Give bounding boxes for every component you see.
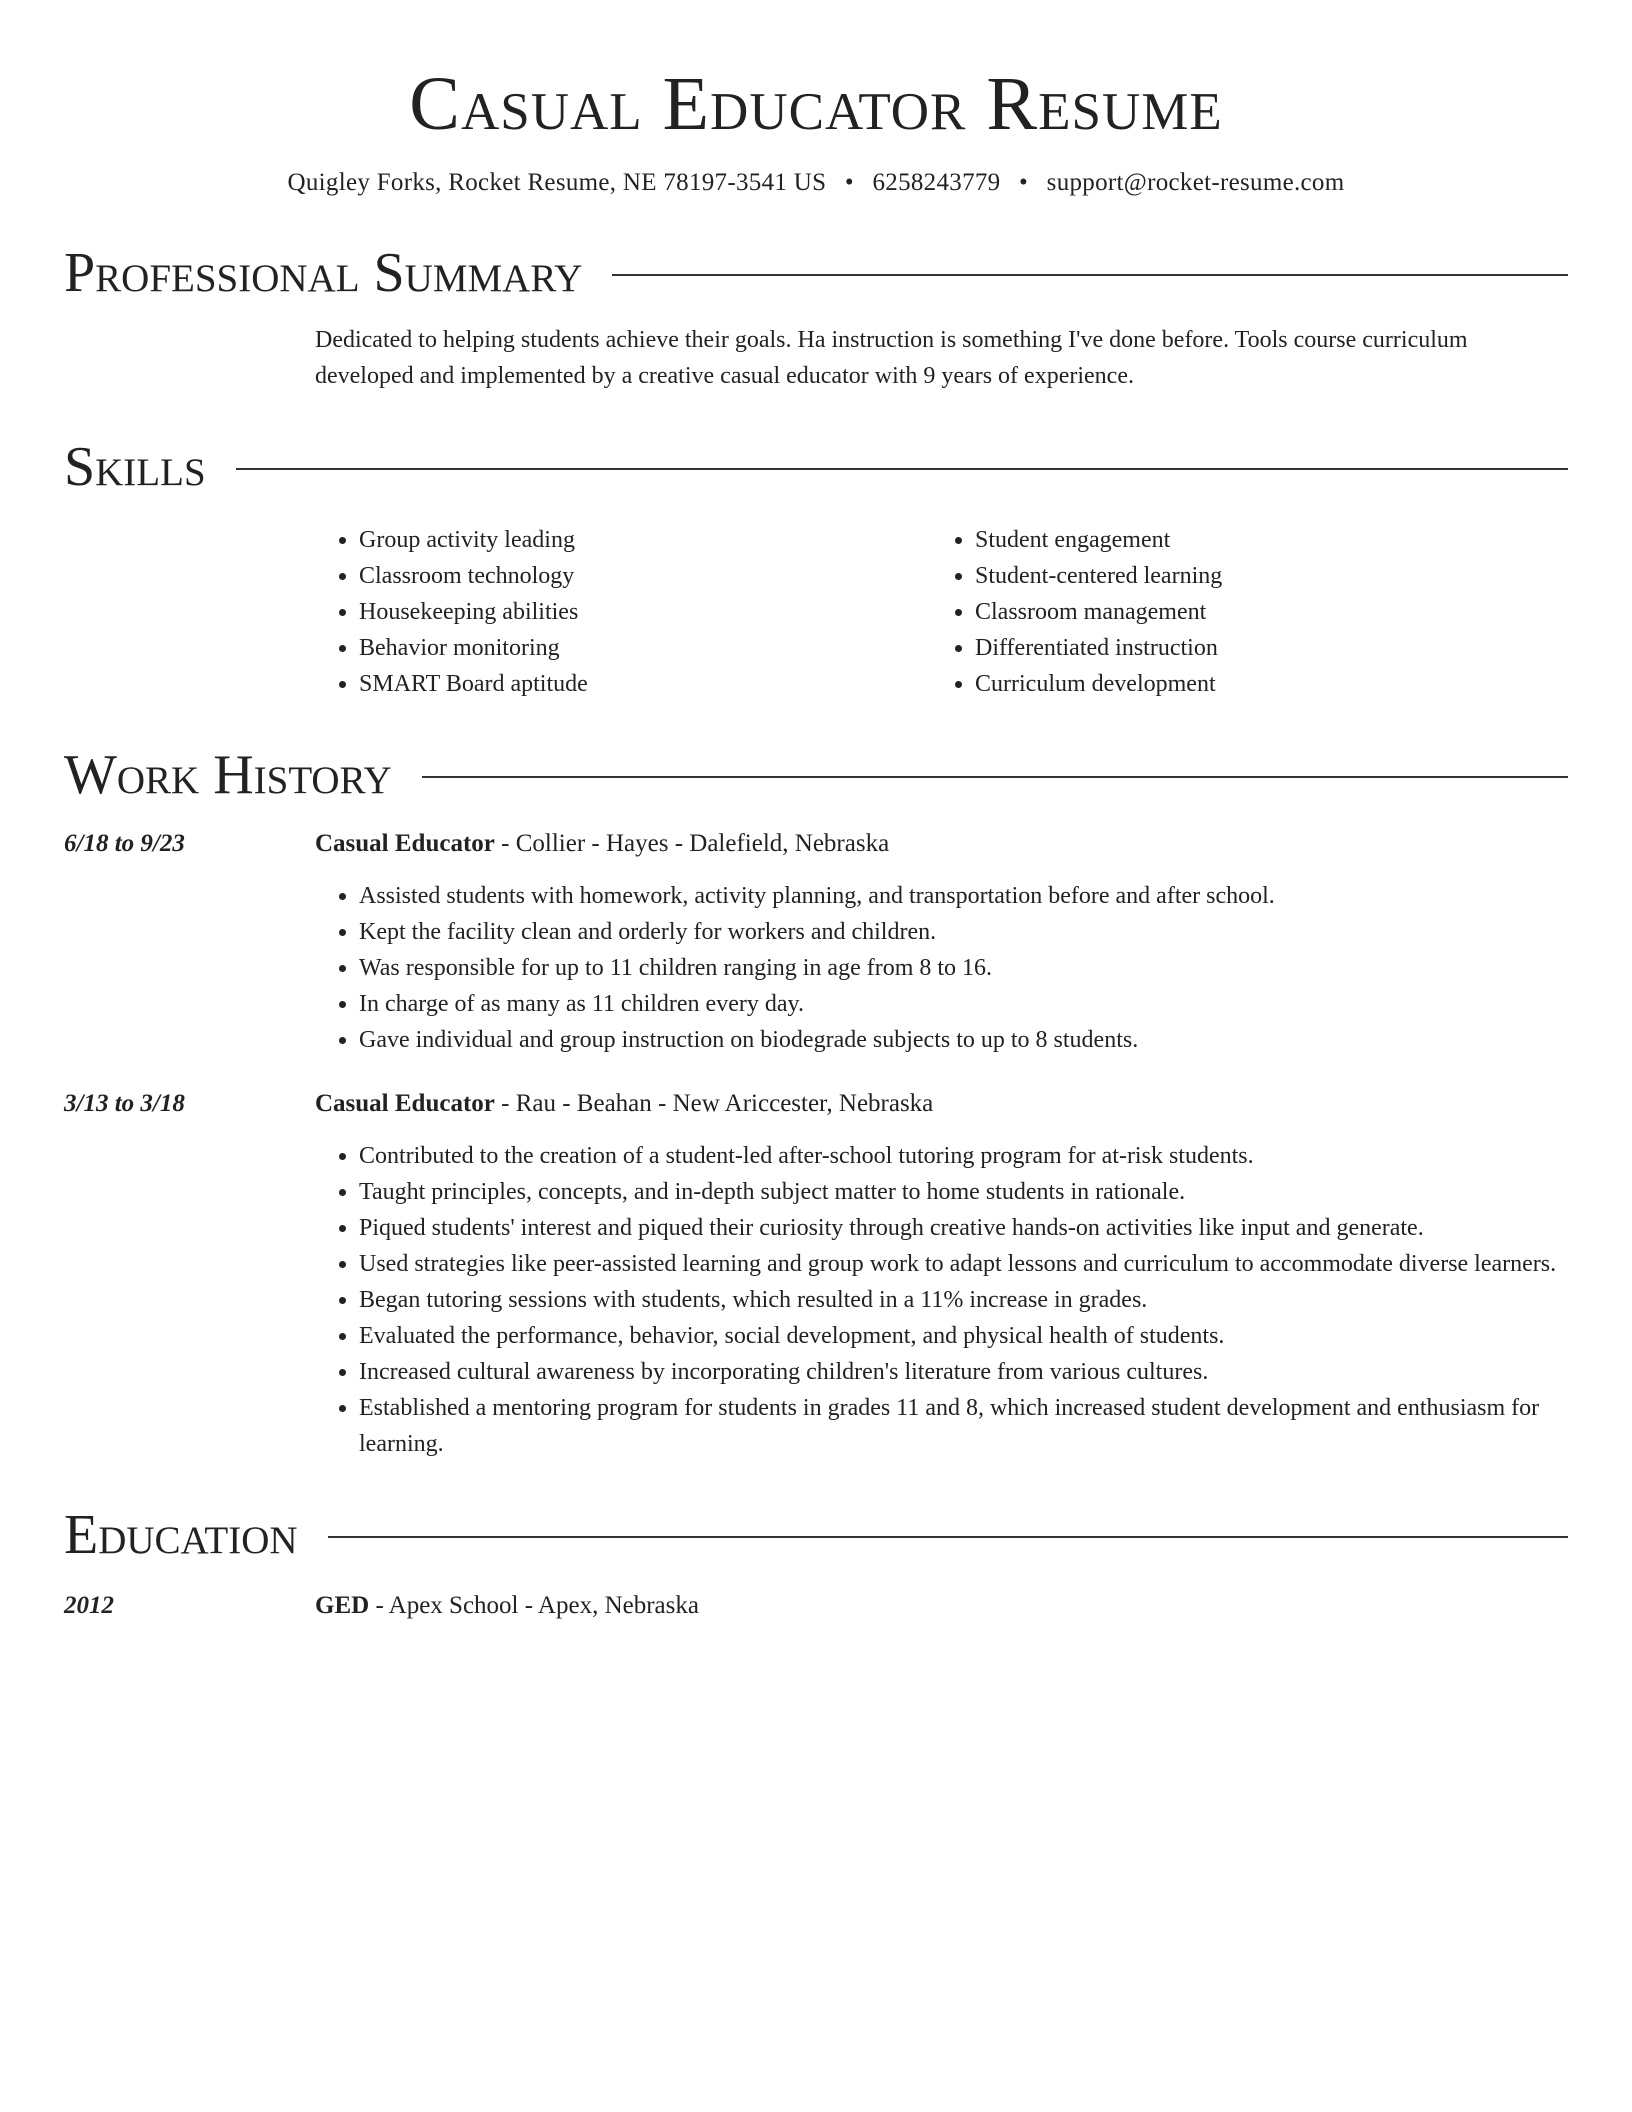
job-bullets [315, 1138, 1568, 1462]
skills-row [64, 522, 1568, 702]
summary-body [315, 322, 1568, 394]
skill-item: • Student engagement [975, 522, 1547, 558]
resume-title: Casual Educator Resume [409, 62, 1223, 146]
summary-row [64, 322, 1568, 394]
skill-item: • Housekeeping abilities [359, 594, 931, 630]
job-body [315, 1086, 1568, 1462]
skill-item: • SMART Board aptitude [359, 666, 931, 702]
job-entry [64, 826, 1568, 1058]
job-title: Casual Educator [315, 830, 495, 857]
skill-item: • Classroom management [975, 594, 1547, 630]
skills-section-header [64, 436, 1568, 498]
job-bullet: • Piqued students' interest and piqued their curiosity through creative hands-on activities like input and generate. [359, 1210, 1568, 1246]
job-body [315, 826, 1568, 1058]
contact-separator: • [1019, 169, 1029, 196]
education-degree: GED [315, 1592, 370, 1619]
section-divider [612, 274, 1568, 276]
job-bullet: • In charge of as many as 11 children every day. [359, 986, 1568, 1022]
job-bullets [315, 878, 1568, 1058]
skills-list-left [315, 522, 931, 702]
summary-spacer [64, 322, 315, 394]
skill-item: • Student-centered learning [975, 558, 1547, 594]
job-bullet: • Contributed to the creation of a student-led after-school tutoring program for at-risk students. [359, 1138, 1568, 1174]
resume-page [64, 0, 1568, 1624]
contact-line [64, 166, 1568, 200]
job-employer: - Rau - Beahan - New Ariccester, Nebraska [494, 1090, 934, 1117]
job-dates: 6/18 to 9/23 [64, 830, 185, 857]
job-bullet: • Gave individual and group instruction on biodegrade subjects to up to 8 students. [359, 1022, 1568, 1058]
contact-address: Quigley Forks, Rocket Resume, NE 78197-3541 US [287, 169, 827, 196]
work-heading: Work History [64, 744, 392, 806]
section-divider [328, 1536, 1568, 1538]
education-entry [64, 1588, 1568, 1624]
job-dates: 3/13 to 3/18 [64, 1090, 185, 1117]
contact-email: support@rocket-resume.com [1046, 169, 1345, 196]
job-bullet: • Assisted students with homework, activity planning, and transportation before and after school. [359, 878, 1568, 914]
skill-item: • Classroom technology [359, 558, 931, 594]
skill-item: • Differentiated instruction [975, 630, 1547, 666]
education-section-header [64, 1504, 1568, 1566]
work-section-header [64, 744, 1568, 806]
contact-phone: 6258243779 [872, 169, 1001, 196]
skill-item: • Behavior monitoring [359, 630, 931, 666]
education-body [315, 1588, 1568, 1624]
job-heading [315, 1086, 1568, 1122]
skills-heading: Skills [64, 436, 206, 498]
education-heading: Education [64, 1504, 298, 1566]
education-year: 2012 [64, 1592, 114, 1619]
skills-spacer [64, 522, 315, 702]
job-entry [64, 1086, 1568, 1462]
education-school: - Apex School - Apex, Nebraska [369, 1592, 699, 1619]
skill-item: • Group activity leading [359, 522, 931, 558]
job-title: Casual Educator [315, 1090, 495, 1117]
job-bullet: • Kept the facility clean and orderly for workers and children. [359, 914, 1568, 950]
job-bullet: • Began tutoring sessions with students, which resulted in a 11% increase in grades. [359, 1282, 1568, 1318]
skills-columns [315, 522, 1568, 702]
job-bullet: • Evaluated the performance, behavior, social development, and physical health of students. [359, 1318, 1568, 1354]
job-bullet: • Used strategies like peer-assisted learning and group work to adapt lessons and curriculum to accommodate diverse learners. [359, 1246, 1568, 1282]
contact-separator: • [844, 169, 854, 196]
summary-text: Dedicated to helping students achieve their goals. Ha instruction is something I've done before. Tools course curriculum developed and implemented by a creative casual educator with 9 years of experience. [315, 327, 1468, 389]
job-bullet: • Was responsible for up to 11 children ranging in age from 8 to 16. [359, 950, 1568, 986]
summary-heading: Professional Summary [64, 242, 583, 304]
job-heading [315, 826, 1568, 862]
job-bullet: • Taught principles, concepts, and in-depth subject matter to home students in rationale. [359, 1174, 1568, 1210]
job-bullet: • Established a mentoring program for students in grades 11 and 8, which increased student development and enthusiasm for learning. [359, 1390, 1568, 1462]
job-employer: - Collier - Hayes - Dalefield, Nebraska [494, 830, 890, 857]
section-divider [236, 468, 1568, 470]
skills-list-right [931, 522, 1547, 702]
summary-section-header [64, 242, 1568, 304]
skill-item: • Curriculum development [975, 666, 1547, 702]
job-bullet: • Increased cultural awareness by incorporating children's literature from various cultures. [359, 1354, 1568, 1390]
section-divider [422, 776, 1568, 778]
